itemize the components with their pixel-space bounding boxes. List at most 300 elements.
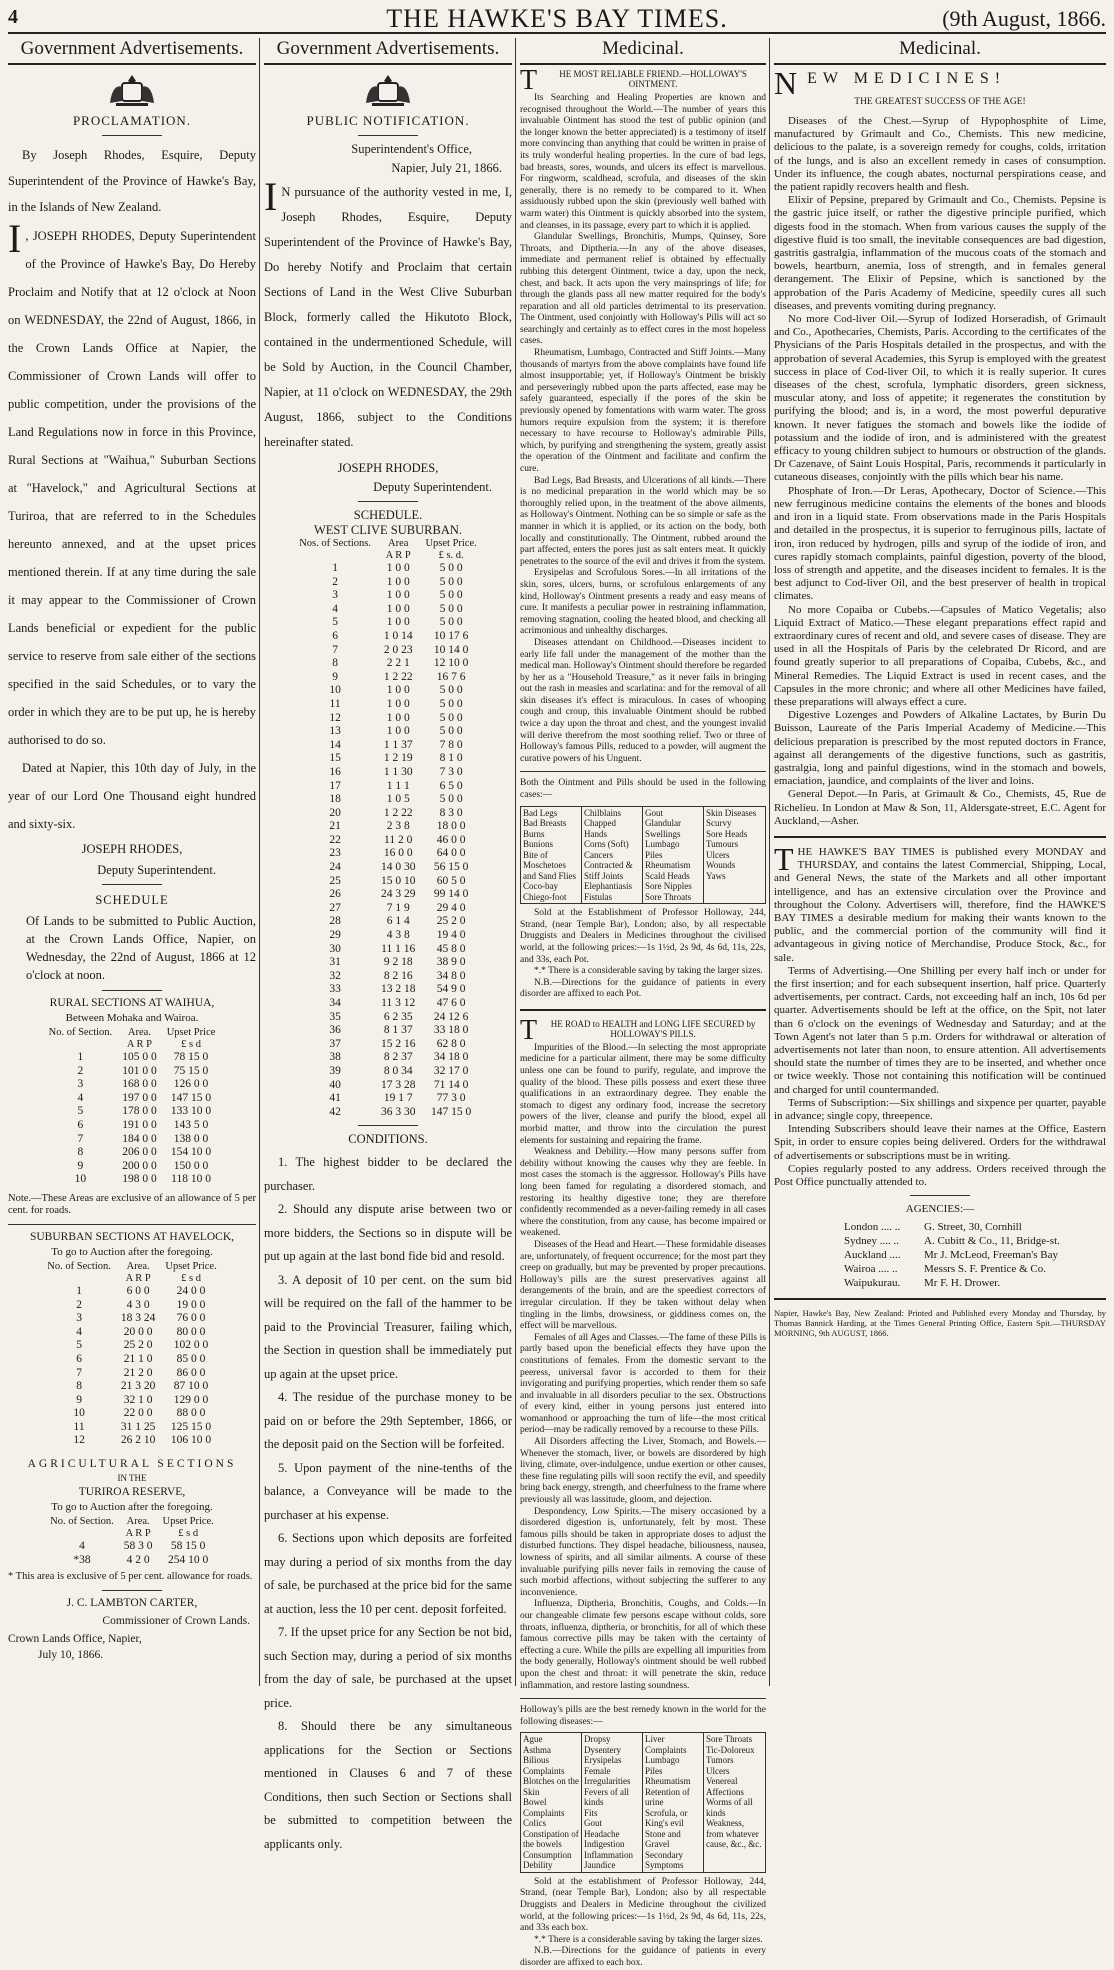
- table-cell: 1 2 22: [383, 670, 413, 683]
- unit-header: A R P: [125, 1272, 151, 1284]
- table-cell: 11 3 12: [381, 997, 416, 1009]
- agency-city: Auckland ....: [844, 1249, 901, 1262]
- dropcap: T: [520, 1014, 538, 1046]
- divider: [774, 1298, 1106, 1300]
- rural-heading: RURAL SECTIONS AT WAIHUA,: [49, 997, 215, 1009]
- column-header: Upset Price.: [425, 538, 477, 549]
- table-cell: 4 2 0: [126, 1553, 150, 1566]
- paragraph: Digestive Lozenges and Powders of Alkaline Lactates, by Burin Du Buisson, Laureate of the Paris Imperial Academy of Medicine.—This delicious preparation is prescribed by the most reputed doctors in France, against all derangements of the digestive functions, such as gastritis, gastralgia, long and painful digestions, wind in the stomach and bowels, emaciation, jaundice, and complaints of the liver and loins.: [774, 709, 1106, 788]
- agency-agent: Messrs S. F. Prentice & Co.: [924, 1263, 1046, 1276]
- table-cell: 25 2 0: [123, 1339, 153, 1352]
- table-cell: 3: [332, 589, 338, 602]
- table-cell: 7 8 0: [439, 738, 463, 751]
- table-cell: 22: [329, 833, 341, 846]
- table-cell: 1 0 0: [386, 602, 410, 615]
- agricultural-reserve: TURIROA RESERVE,: [78, 1486, 186, 1499]
- list-column: Sore Throats Tic-Doloreux Tumors Ulcers Venereal Affections Worms of all kinds Weakness, from whatever cause, &c., &c.: [706, 1734, 762, 1850]
- ad-list-intro: Holloway's pills are the best remedy known in the world for the following diseases:—: [520, 1705, 766, 1727]
- table-cell: 2: [332, 575, 338, 588]
- table-cell: 5 0 0: [439, 575, 463, 588]
- column-rule: [259, 38, 260, 1686]
- paragraph: Intending Subscribers should leave their names at the Office, Eastern Spit, in order to ensure copies being delivered. Orders for the withdrawal of advertisements or subscriptions must be in writing.: [774, 1123, 1106, 1162]
- table-cell: 1 0 5: [386, 793, 410, 806]
- agency-row: [774, 1262, 1106, 1276]
- table-row: [294, 684, 482, 698]
- table-cell: 200 0 0: [122, 1159, 157, 1172]
- divider: [102, 884, 162, 885]
- table-cell: 5 0 0: [439, 711, 463, 724]
- table-cell: 25: [329, 874, 341, 887]
- notification-date: Napier, July 21, 1866.: [391, 161, 502, 175]
- proclamation-signer: JOSEPH RHODES,: [81, 842, 183, 856]
- schedule-heading: SCHEDULE.: [353, 508, 423, 522]
- column-header: Government Advertisements.: [264, 38, 512, 65]
- newspaper-title: THE HAWKE'S BAY TIMES.: [386, 4, 728, 33]
- paragraph: Copies regularly posted to any address. Orders received through the Post Office punctually attended to.: [774, 1162, 1106, 1189]
- unit-header: A R P: [126, 1039, 152, 1050]
- table-cell: 143 5 0: [173, 1118, 209, 1131]
- paragraph: 4. The residue of the purchase money to be paid on or before the 29th September, 1866, or the deposit paid on the Section will be forfeited.: [264, 1390, 512, 1452]
- table-cell: 18: [329, 793, 341, 806]
- table-cell: 1 0 0: [386, 562, 410, 574]
- table-cell: 85 0 0: [176, 1352, 206, 1365]
- table-cell: 5 0 0: [439, 616, 463, 629]
- conditions-heading: CONDITIONS.: [348, 1132, 428, 1147]
- paragraph: Despondency, Low Spirits.—The misery occasioned by a disordered digestion is, unfortunately, felt by most. These famous pills should be taken in appropriate doses to adjust the disturbed functions. They dispel headache, biliousness, nausea, lowness of spirits, and all similar ailments. A course of these invaluable purifying pills never fails in removing the cause of such morbid affections, without subjecting the sufferer to any inconvenience.: [520, 1506, 766, 1598]
- table-cell: 8 0 34: [383, 1064, 413, 1077]
- table-cell: 197 0 0: [122, 1091, 157, 1104]
- list-column: Dropsy Dysentery Erysipelas Female Irregularities Fevers of all kinds Fits Gout Headache Indigestion Inflammation Jaundice: [582, 1733, 643, 1872]
- ailment-list: [520, 1732, 766, 1873]
- divider: [520, 771, 766, 772]
- paragraph: 1. The highest bidder to be declared the purchaser.: [264, 1155, 512, 1193]
- paragraph: Terms of Subscription:—Six shillings and sixpence per quarter, payable in advance; single copy, threepence.: [774, 1096, 1106, 1123]
- table-cell: 4: [76, 1325, 82, 1338]
- table-cell: 32: [329, 969, 341, 982]
- holloway-ointment-ad: [520, 65, 766, 1001]
- paragraph: Glandular Swellings, Bronchitis, Mumps, Quinsey, Sore Throats, and Diptheria.—In any of the above diseases, immediate and permanent relief is obtained by effectually rubbing this detergent Ointment, twice a day, upon the neck, chest, and back. It acts upon the very mainsprings of life; for through the glands pass all new matter required for the body's reparation and all old particles detrimental to its preservation. The Ointment, used conjointly with Holloway's Pills will act so searchingly and certainly as to effect cures in the most hopeless cases.: [520, 232, 766, 347]
- paragraph: 6. Sections upon which deposits are forfeited may during a period of six months from the day of sale, be purchased at the price bid for the same at auction, less the 10 per cent. deposit forfeited.: [264, 1531, 512, 1616]
- column-header: No. of Section.: [48, 1027, 113, 1038]
- table-cell: 6 2 35: [383, 1010, 413, 1023]
- schedule-heading: SCHEDULE: [95, 893, 169, 907]
- table-row: [294, 1092, 482, 1106]
- hawkes-bay-times-ad: [774, 840, 1106, 1290]
- table-cell: 2 2 1: [386, 657, 410, 670]
- agency-city: Wairoa .... ..: [844, 1263, 898, 1276]
- column-header: Area.: [126, 1260, 150, 1272]
- agricultural-schedule-table: [45, 1516, 219, 1567]
- table-cell: 133 10 0: [170, 1105, 212, 1118]
- table-cell: 6: [332, 629, 338, 642]
- table-cell: 99 14 0: [433, 888, 469, 901]
- table-cell: 147 15 0: [430, 1105, 472, 1118]
- table-cell: 20 0 0: [123, 1325, 153, 1338]
- table-cell: 21 2 0: [123, 1366, 153, 1379]
- table-cell: 168 0 0: [122, 1078, 157, 1091]
- table-cell: 8: [76, 1380, 82, 1393]
- column-header: No. of Section.: [47, 1260, 111, 1272]
- table-cell: 6: [76, 1352, 82, 1365]
- table-row: [294, 644, 482, 658]
- paragraph: All Disorders affecting the Liver, Stomach, and Bowels.—Whenever the stomach, liver, or bowels are disordered by high living, climate, over-indulgence, undue exertion or other causes, these fine regulating pills will soon rectify the evil, and speedily bring back energy, strength, and cheerfulness to the frame where previously all was lassitude, gloom, and dejection.: [520, 1437, 766, 1506]
- agency-row: [774, 1248, 1106, 1262]
- table-cell: 36: [329, 1024, 341, 1037]
- table-row: [42, 1380, 221, 1394]
- paragraph: Terms of Advertising.—One Shilling per every half inch or under for the first insertion; and for each subsequent insertion, half price. Quarterly advertisements, per contract. Cards, not exceeding half an inch, 10s 6d per quarter. Advertisements should be left at the office, on the Spit, not later than 6 o'clock on the evenings of Wednesday and Saturday; and at the Town Agent's not later than 5 p.m. Orders for withdrawal or alteration of advertisements not later than noon, to ensure attention. All advertisements should state the number of times they are to be inserted, and whether once or twice weekly. Those not containing this notification will be continued and charged for until countermanded.: [774, 964, 1106, 1096]
- table-row: [44, 1092, 221, 1106]
- table-cell: 16: [329, 765, 341, 778]
- list-column: Ague Asthma Bilious Complaints Blotches on the Skin Bowel Complaints Colics Constipation of the bowels Consumption Debility: [521, 1733, 582, 1872]
- table-cell: 15: [329, 752, 341, 765]
- agencies-list: [774, 1220, 1106, 1290]
- table-cell: 17: [329, 779, 341, 792]
- paragraph: Erysipelas and Scrofulous Sores.—In all irritations of the skin, sores, ulcers, burns, or scrofulous enlargements of any kind, Holloway's Ointment presents a ready and easy means of cure. It manifests a peculiar power in restraining inflammation, removing stagnation, cooling the heated blood, and checking all acrimonious and unhealthy discharges.: [520, 568, 766, 637]
- table-cell: 77 3 0: [436, 1092, 466, 1105]
- table-cell: 7 1 9: [386, 901, 410, 914]
- paragraph-text: HE HAWKE'S BAY TIMES is published every MONDAY and THURSDAY, and contains the latest Commercial, Shipping, Local, and General News, the state of the Markets and all other important intelligence, and has an extensive circulation over the Province and throughout the Colony. Advertisers will, therefore, find the HAWKE'S BAY TIMES a desirable medium for making their wants known to the public, and the commercial portion of the community will find it advantageous in giving notice of Merchandise, Produce Stock, &c., for sale.: [774, 845, 1106, 964]
- table-row: [42, 1353, 221, 1367]
- unit-header: £ s d: [178, 1528, 199, 1540]
- table-cell: 1 0 0: [386, 575, 410, 588]
- table-cell: 29 4 0: [436, 901, 466, 914]
- table-cell: 4 3 0: [126, 1298, 150, 1311]
- paragraph: Its Searching and Healing Properties are known and recognised throughout the World.—The number of years this invaluable Ointment has stood the test of public opinion (and the longer known the better appreciated) is a testimony of itself more convincing than anything that could be written in praise of its truly wonderful healing properties. In the cure of bad legs, bad breasts, sores, wounds, and ulcers its effect is marvellous. For ringworm, scaldhead, scrofula, and diseases of the skin generally, there is no remedy to be compared to it. When assiduously rubbed upon the skin (previously well bathed with warm water) this Ointment is quickly absorbed into the system, and cleanses, in its passage, every part to which it is applied.: [520, 93, 766, 231]
- notification-signer-title: Deputy Superintendent.: [373, 480, 492, 494]
- table-cell: 23: [329, 847, 341, 860]
- column-rule: [769, 38, 770, 1686]
- table-cell: 78 15 0: [173, 1051, 209, 1063]
- table-row: [294, 562, 482, 576]
- ad-sold-at: Sold at the Establishment of Professor Holloway, 244, Strand, (near Temple Bar), London; also, by all respectable Druggists and Dealers in Medicines throughout the civilised world, at the following prices:—1s 1½d, 2s 9d, 4s 6d, 11s, 22s, and 33s, each Pot.: [520, 908, 766, 965]
- table-cell: 12: [329, 711, 341, 724]
- notification-office: Superintendent's Office,: [351, 142, 472, 156]
- column-header: Upset Price.: [162, 1516, 214, 1528]
- column-header: Government Advertisements.: [8, 38, 256, 65]
- table-cell: 33 18 0: [433, 1024, 469, 1037]
- table-row: [294, 630, 482, 644]
- table-row: [294, 861, 482, 875]
- column-header: Area: [388, 538, 409, 549]
- table-row: [42, 1312, 221, 1326]
- table-row: [294, 671, 482, 685]
- table-row: [294, 1011, 482, 1025]
- unit-header: A R P: [385, 550, 411, 561]
- table-row: [294, 888, 482, 902]
- masthead: [8, 4, 1106, 34]
- table-cell: 8: [77, 1146, 84, 1159]
- table-cell: 2: [76, 1298, 82, 1311]
- divider: [102, 135, 162, 136]
- table-cell: 105 0 0: [122, 1051, 157, 1063]
- proclamation-body: I , JOSEPH RHODES, Deputy Superintendent of the Province of Hawke's Bay, Do Hereby Proclaim and Notify that at 12 o'clock at Noon on WEDNESDAY, the 22nd of August, 1866, in the Crown Lands Office at Napier, the Commissioner of Crown Lands will offer to public competition, under the provisions of the Land Regulations now in force in this Province, Rural Sections at "Waihua," Suburban Sections at "Havelock," and Agricultural Sections at Turiroa, that are referred to in the Schedules hereunto annexed, and at the upset prices mentioned therein. If at any time during the sale it may appear to the Commissioner of Crown Lands beneficial or expedient for the public service to reserve from sale either of the sections specified in the said Schedules, or to vary the order in which they are to be put up, he is hereby authorised to do so.: [8, 216, 256, 747]
- table-row: [294, 1051, 482, 1065]
- notification-body: I N pursuance of the authority vested in me, I, Joseph Rhodes, Esquire, Deputy Superintendent of the Province of Hawke's Bay, Do hereby Notify and Proclaim that certain Sections of Land in the West Clive Suburban Block, formerly called the Hikutoto Block, contained in the undermentioned Schedule, will be Sold by Auction, in the Council Chamber, Napier, at 11 o'clock on WEDNESDAY, the 29th August, 1866, subject to the Conditions hereinafter stated.: [264, 174, 512, 449]
- table-cell: 9 2 18: [383, 956, 413, 969]
- table-cell: 56 15 0: [433, 861, 469, 874]
- table-row: [294, 956, 482, 970]
- table-row: [294, 983, 482, 997]
- table-row: [44, 1105, 221, 1119]
- divider: [774, 836, 1106, 838]
- table-row: [294, 1106, 482, 1120]
- table-cell: 28: [329, 915, 341, 928]
- table-cell: 118 10 0: [171, 1173, 211, 1186]
- list-column: Gout Glandular Swellings Lumbago Piles Rheumatism Scald Heads Sore Nipples Sore Throats: [643, 807, 704, 904]
- table-cell: 11: [329, 697, 341, 710]
- paragraph: General Depot.—In Paris, at Grimault & Co., Chemists, 45, Rue de Richelieu. In London at Maw & Son, 11, Aldersgate-street, E.C. Agent for Auckland,—Asher.: [774, 788, 1106, 827]
- table-row: [44, 1133, 221, 1147]
- table-cell: 13: [329, 725, 341, 738]
- table-row: [294, 576, 482, 590]
- table-cell: 46 0 0: [436, 833, 466, 846]
- table-cell: 10: [329, 684, 341, 697]
- table-row: [44, 1078, 221, 1092]
- table-cell: 10: [73, 1407, 85, 1420]
- table-cell: 5 0 0: [439, 562, 463, 574]
- royal-crest-icon: [360, 73, 416, 109]
- table-cell: 1 2 19: [383, 752, 413, 765]
- table-cell: 76 0 0: [176, 1312, 206, 1325]
- paragraph: Elixir of Pepsine, prepared by Grimault and Co., Chemists. Pepsine is the gastric juice itself, or rather the digestive principle purified, which digests food in the stomach. When from various causes the supply of the digestive fluid is too small, the inevitable consequences are bad digestion, gastritis gastralgia, inflammation of the mucous coats of the stomach and bowels, heartburn, anemia, loss of strength, and in females general derangement. The Elixir of Pepsine, which is sanctioned by the approbation of the Paris Academy of Medicine, speedily cures all such diseases, and prevents vomiting during pregnancy.: [774, 194, 1106, 312]
- table-cell: 126 0 0: [173, 1078, 209, 1091]
- rural-subheading: Between Mohaka and Wairoa.: [65, 1012, 199, 1024]
- table-cell: 8 3 0: [439, 806, 463, 819]
- table-cell: 30: [329, 942, 341, 955]
- table-cell: 1: [77, 1051, 84, 1063]
- table-cell: 39: [329, 1064, 341, 1077]
- table-cell: 5 0 0: [439, 725, 463, 738]
- paragraph: [774, 840, 1106, 965]
- table-cell: 14: [329, 738, 341, 751]
- table-cell: 33: [329, 983, 341, 996]
- table-cell: 6 1 4: [386, 915, 410, 928]
- table-cell: 24 12 6: [433, 1010, 469, 1023]
- table-row: [294, 739, 482, 753]
- table-cell: 41: [329, 1092, 341, 1105]
- table-row: [294, 902, 482, 916]
- table-cell: 19 1 7: [383, 1092, 413, 1105]
- paragraph: 3. A deposit of 10 per cent. on the sum bid will be required on the fall of the hammer to be paid to the Provincial Treasurer, failing which, the Section in question shall be immediately put up again at the upset price.: [264, 1272, 512, 1381]
- divider: [358, 501, 418, 502]
- table-cell: 14 0 30: [380, 861, 416, 874]
- agency-city: Sydney .... ..: [844, 1235, 899, 1248]
- proclamation-byline: By Joseph Rhodes, Esquire, Deputy Superintendent of the Province of Hawke's Bay, in the Islands of New Zealand.: [8, 148, 256, 214]
- table-row: [294, 1038, 482, 1052]
- divider: [8, 1224, 256, 1225]
- column-header: Medicinal.: [520, 38, 766, 65]
- table-cell: 254 10 0: [168, 1553, 209, 1566]
- table-cell: 11 1 16: [381, 942, 416, 955]
- paragraph: Impurities of the Blood.—In selecting the most appropriate medicine for a particular ailment, there may be some difficulty unless one can be found to purify, regulate, and improve the quality of the blood. These pills possess and exert these three qualifications in an extraordinary degree. They enable the stomach to digest any ordinary food, increase the secretory powers of the liver, cleanse and purify the blood, expel all morbid matter, and throw into the circulation the purest elements for sustaining and repairing the frame.: [520, 1042, 766, 1146]
- table-cell: 21 1 0: [123, 1352, 153, 1365]
- table-cell: 150 0 0: [173, 1159, 209, 1172]
- table-cell: 58 15 0: [170, 1540, 206, 1553]
- table-row: [294, 875, 482, 889]
- column-header: Medicinal.: [774, 38, 1106, 65]
- suburban-schedule-table: [42, 1261, 221, 1448]
- page-number: 4: [8, 6, 18, 28]
- table-cell: 1 1 1: [386, 779, 410, 792]
- agency-agent: Mr F. H. Drower.: [924, 1277, 1001, 1290]
- dropcap: T: [520, 65, 538, 96]
- ailment-list: [520, 806, 766, 905]
- agency-agent: G. Street, 30, Cornhill: [924, 1221, 1022, 1234]
- table-cell: 24 0 0: [176, 1284, 206, 1297]
- table-cell: 125 15 0: [170, 1420, 212, 1433]
- table-cell: 80 0 0: [176, 1325, 206, 1338]
- ad-body: [520, 93, 766, 765]
- agricultural-subheading: To go to Auction after the foregoing.: [51, 1501, 213, 1514]
- table-cell: 7: [76, 1366, 82, 1379]
- table-row: [42, 1367, 221, 1381]
- table-cell: 2 0 23: [383, 643, 413, 656]
- table-cell: 9: [77, 1159, 84, 1172]
- table-cell: 32 17 0: [433, 1064, 469, 1077]
- paragraph: Rheumatism, Lumbago, Contracted and Stiff Joints.—Many thousands of martyrs from the above complaints have found life almost insupportable; yet, if Holloway's Ointment be briskly and perseveringly rubbed upon the parts affected, ease may be safely guaranteed, especially if the pores of the skin be previously opened by fomentations with warm water. The gross humors require expulsion from the system; it is therefore necessary to have recourse to Holloway's admirable Pills, which, by purifying and strengthening the system, greatly assist the operation of the Ointment and facilitate and confirm the cure.: [520, 348, 766, 474]
- ad-list-intro: Both the Ointment and Pills should be used in the following cases:—: [520, 778, 766, 801]
- table-cell: 1 0 0: [386, 589, 410, 602]
- paragraph: Phosphate of Iron.—Dr Leras, Apothecary, Doctor of Science.—This new ferruginous medicine contains the elements of the bones and bloods and iron in a liquid state. From observations made in the Paris Hospitals and detailed in the prospectus, it is superior to ferruginous pills, lactate of iron, iron reduced by hydrogen, pills and syrup of the iodide of iron, and cures rapidly stomach complaints, painful digestion, poverty of the blood, loss of strength and appetite, and the diseases incident to females. It is the best adjunct to Cod-liver Oil, and the best preserver of health in tropical climates.: [774, 484, 1106, 603]
- table-cell: 5: [77, 1105, 84, 1118]
- table-cell: 15 2 16: [380, 1037, 416, 1050]
- table-cell: 154 10 0: [170, 1146, 212, 1159]
- paragraph: 5. Upon payment of the nine-tenths of the balance, a Conveyance will be made to the purchaser at his expense.: [264, 1460, 512, 1522]
- unit-header: A R P: [125, 1528, 151, 1540]
- ad-title: HE ROAD to HEALTH and LONG LIFE SECURED by HOLLOWAY'S PILLS.: [550, 1018, 756, 1039]
- table-cell: 42: [329, 1105, 341, 1118]
- table-cell: 4: [77, 1091, 84, 1104]
- table-cell: 19 4 0: [436, 929, 466, 942]
- table-cell: 47 6 0: [436, 997, 466, 1009]
- divider: [520, 1698, 766, 1699]
- table-cell: 25 2 0: [436, 915, 466, 928]
- table-cell: 138 0 0: [173, 1132, 209, 1145]
- table-cell: 18 3 24: [120, 1312, 156, 1325]
- table-cell: 31 1 25: [120, 1420, 156, 1433]
- agency-agent: Mr J. McLeod, Freeman's Bay: [924, 1249, 1058, 1262]
- table-cell: 178 0 0: [122, 1105, 157, 1118]
- table-cell: 60 5 0: [436, 874, 466, 887]
- table-row: [294, 698, 482, 712]
- table-cell: 198 0 0: [122, 1173, 157, 1186]
- column-header: No. of Section.: [50, 1516, 114, 1528]
- table-cell: 34: [329, 997, 341, 1009]
- ad-title: EW MEDICINES!: [807, 70, 1007, 87]
- table-cell: 22 0 0: [123, 1407, 153, 1420]
- paragraph: 7. If the upset price for any Section be not bid, such Section may, during a period of six months from the day of sale, be purchased at the upset price.: [264, 1625, 512, 1710]
- paragraph: 2. Should any dispute arise between two or more bidders, the Sections so in dispute will be put up again at the last bond fide bid and resold.: [264, 1202, 512, 1264]
- table-cell: 1 0 0: [386, 684, 410, 697]
- table-cell: 1 1 30: [383, 765, 413, 778]
- table-cell: 36 3 30: [380, 1105, 416, 1118]
- column-header: Area.: [126, 1516, 150, 1528]
- table-cell: 34 8 0: [436, 969, 466, 982]
- table-cell: 8 1 0: [439, 752, 463, 765]
- table-cell: 8 1 37: [383, 1024, 413, 1037]
- table-row: [294, 820, 482, 834]
- table-cell: 29: [329, 929, 341, 942]
- paragraph: Diseases of the Head and Heart.—These formidable diseases are, unfortunately, of frequent occurrence; for the most part they creep on gradually, but may be prevented by proper precautions. Holloway's pills are the surest preservatives against all derangements of the brain, and are the speediest correctors of irregular circulation. If they be taken without delay when tingling in the limbs, drowsiness, or giddiness comes on, the effect will be marvellous.: [520, 1239, 766, 1332]
- table-cell: 62 8 0: [436, 1037, 466, 1050]
- table-cell: 11 2 0: [384, 833, 413, 846]
- table-cell: 106 10 0: [170, 1434, 212, 1447]
- table-cell: 1 0 0: [386, 697, 410, 710]
- table-cell: 5: [332, 616, 338, 629]
- ad-note: *.* There is a considerable saving by taking the larger sizes.: [534, 1934, 763, 1945]
- table-cell: 1 1 37: [383, 738, 413, 751]
- table-cell: 8 2 37: [383, 1051, 413, 1064]
- table-cell: 5 0 0: [439, 684, 463, 697]
- table-cell: 2: [77, 1064, 84, 1077]
- table-row: [294, 589, 482, 603]
- unit-header: £ s d: [181, 1272, 201, 1284]
- table-row: [42, 1421, 221, 1435]
- imprint: Napier, Hawke's Bay, New Zealand: Printed and Published every Monday and Thursday, by Thomas Bannick Harding, at the Times General Printing Office, Eastern Spit.—THURSDAY MORNING, 9th AUGUST, 1866.: [774, 1308, 1106, 1339]
- divider: [910, 1195, 970, 1196]
- divider: [358, 135, 418, 136]
- table-cell: 13 2 18: [380, 983, 416, 996]
- table-cell: 191 0 0: [122, 1118, 157, 1131]
- table-cell: 17 3 28: [380, 1078, 416, 1091]
- table-cell: 1 0 0: [386, 616, 410, 629]
- list-column: Bad Legs Bad Breasts Burns Bunions Bite of Moschetoes and Sand Flies Coco-bay Chiego-foot: [521, 807, 582, 904]
- table-row: [42, 1407, 221, 1421]
- unit-header: £ s d: [181, 1039, 201, 1050]
- commissioner-name: J. C. LAMBTON CARTER,: [66, 1596, 198, 1609]
- divider: [102, 990, 162, 991]
- paragraph: Influenza, Diptheria, Bronchitis, Coughs, and Colds.—In our changeable climate few persons escape without colds, sore throats, influenza, diptheria, or bronchitis, for all of which these famous corrective pills may be taken with the certainty of effecting a cure. While the pills are expelling all impurities from the body generally, Holloway's ointment should be well rubbed upon the chest and throat: it will penetrate the skin, reduce inflammation, and restore lasting soundness.: [520, 1599, 766, 1691]
- table-cell: 16 0 0: [383, 847, 413, 860]
- paragraph: No more Copaiba or Cubebs.—Capsules of Matico Vegetalis; also Liquid Extract of Matico.—These elegant preparations effect rapid and extraordinary cures of recent and old, and severe cases of disease. They are used in all the Hospitals of Paris by the celebrated Dr Ricord, and are found greatly superior to all preparations of Copaiba, Cubebs, &c., and Mineral Remedies. The Liquid Extract is used in recent cases, and the Capsules in the more chronic; and where all other Medicines have failed, these preparations will always effect a cure.: [774, 603, 1106, 708]
- table-cell: 1 2 22: [383, 806, 413, 819]
- table-cell: 19 0 0: [176, 1298, 206, 1311]
- table-row: [294, 657, 482, 671]
- west-clive-schedule-table: [294, 538, 482, 1119]
- column-rule: [515, 38, 516, 1686]
- ad-subtitle: THE GREATEST SUCCESS OF THE AGE!: [854, 97, 1026, 107]
- table-cell: 6: [77, 1118, 84, 1131]
- agency-agent: A. Cubitt & Co., 11, Bridge-st.: [924, 1235, 1060, 1248]
- table-row: [294, 997, 482, 1011]
- paragraph: Bad Legs, Bad Breasts, and Ulcerations of all kinds.—There is no medicinal preparation in the world which may be so thoroughly relied upon, in the treatment of the above ailments, as Holloway's Ointment. Nothing can be so simple or safe as the manner in which it is applied, or its action on the body, both locally and constitutionally. The Ointment, rubbed around the part affected, enters the pores just as salt enters meat. It quickly penetrates to the source of the evil and drives it from the system.: [520, 475, 766, 567]
- table-row: [294, 603, 482, 617]
- crown-lands-office: Crown Lands Office, Napier,: [8, 1632, 142, 1645]
- table-cell: 3: [77, 1078, 84, 1091]
- paragraph: No more Cod-liver Oil.—Syrup of Iodized Horseradish, of Grimault and Co., Apothecaries, Chemists, Paris. According to the certificates of the Physicians of the Paris Hospitals detailed in the prospectus, and with the approbation of several Academies, this Syrup is employed with the greatest success in place of Cod-liver Oil, to which it is really superior. It cures diseases of the chest, scrofula, lymphatic disorders, green sickness, muscular atony, and loss of appetite; it regenerates the constitution by purifying the blood; and is, in a word, the most powerful depurative known. It never fatigues the stomach and bowels like the iodide of potassium and the iodide of iron, and is administered with the greatest efficacy to young children subject to humours or obstruction of the glands. Dr Cazenave, of Saint Louis Hospital, Paris, recommends it particularly in cutaneous diseases, conjointly with the pills which bear his name.: [774, 313, 1106, 484]
- table-cell: 18 0 0: [436, 820, 466, 833]
- table-row: [45, 1554, 219, 1568]
- columns: [8, 38, 1106, 1968]
- table-cell: 27: [329, 901, 341, 914]
- table-row: [294, 915, 482, 929]
- paragraph: Females of all Ages and Classes.—The fame of these Pills is partly based upon the beneficial effects they have upon the constitutions of females. From the domestic servant to the peeress, universal favor is accorded to them for their invigorating and purifying properties, which render them so safe and invaluable in all disorders peculiar to the sex. Obstructions of every kind, either in young persons just entered into womanhood or approaching the turn of life—the most critical period—may be radically removed by a recourse to these Pills.: [520, 1332, 766, 1436]
- rural-schedule-table: [44, 1027, 221, 1187]
- table-row: [44, 1051, 221, 1065]
- table-cell: 102 0 0: [173, 1339, 209, 1352]
- conditions-list: [264, 1151, 512, 1856]
- table-cell: 75 15 0: [173, 1064, 209, 1077]
- table-cell: 129 0 0: [173, 1393, 209, 1406]
- table-row: [294, 1065, 482, 1079]
- table-cell: 1 0 14: [383, 629, 413, 642]
- table-cell: 11: [73, 1420, 85, 1433]
- table-cell: 26 2 10: [120, 1434, 156, 1447]
- new-medicines-ad: [774, 65, 1106, 828]
- ad-title: HE MOST RELIABLE FRIEND.—HOLLOWAY'S OINTMENT.: [559, 69, 747, 89]
- crown-lands-date: July 10, 1866.: [38, 1648, 104, 1661]
- table-cell: 5 0 0: [439, 589, 463, 602]
